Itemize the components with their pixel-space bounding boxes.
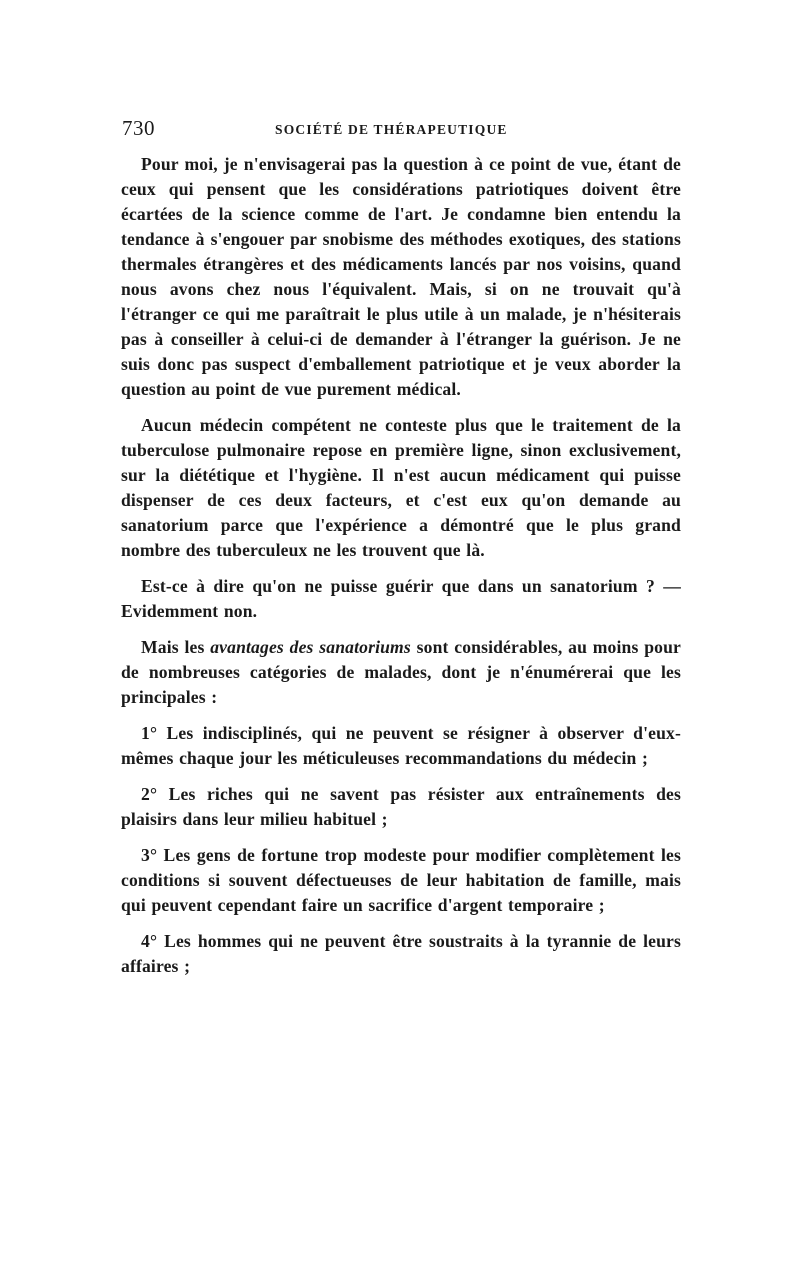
advantages-tail-text: sont considérables, au moins pour de nombreuses catégories de malades, dont je n'énumérerai que les principales : [121, 637, 681, 707]
paragraph-patriotism: Pour moi, je n'envisagerai pas la question à ce point de vue, étant de ceux qui pensent que les considérations patriotiques doivent être écartées de la science comme de l'art. Je condamne bien entendu la tendance à s'engouer par snobisme des méthodes exotiques, des stations thermales étrangères et des médicaments lancés par nos voisins, quand nous avons chez nous l'équivalent. Mais, si on ne trouvait qu'à l'étranger ce qui me paraîtrait le plus utile à un malade, je n'hésiterais pas à conseiller à celui-ci de demander à l'étranger la guérison. Je ne suis donc pas suspect d'emballement patriotique et je veux aborder la question au point de vue purement médical. [121, 154, 681, 399]
advantages-lead-text: Mais les [141, 637, 211, 657]
paragraph-treatment: Aucun médecin compétent ne conteste plus que le traitement de la tuberculose pulmonaire repose en première ligne, sinon exclusivement, sur la diététique et l'hygiène. Il n'est aucun médicament qui puisse dispenser de ces deux facteurs, et c'est eux qu'on demande au sanatorium parce que l'expérience a démontré que le plus grand nombre des tuberculeux ne les trouvent que là. [121, 415, 681, 560]
body-text [121, 152, 681, 979]
paragraph-question: Est-ce à dire qu'on ne puisse guérir que dans un sanatorium ? — Evidemment non. [121, 576, 681, 621]
list-item-rich: 2° Les riches qui ne savent pas résister aux entraînements des plaisirs dans leur milieu habituel ; [121, 784, 681, 829]
list-item-business-men: 4° Les hommes qui ne peuvent être soustraits à la tyrannie de leurs affaires ; [121, 931, 681, 976]
list-item-indisciplined: 1° Les indisciplinés, qui ne peuvent se résigner à observer d'eux-mêmes chaque jour les méticuleuses recommandations du médecin ; [121, 723, 681, 768]
running-head [122, 116, 682, 142]
list-item-modest-fortune: 3° Les gens de fortune trop modeste pour modifier complètement les conditions si souvent défectueuses de leur habitation de famille, mais qui peuvent cependant faire un sacrifice d'argent temporaire ; [121, 845, 681, 915]
page-number: 730 [122, 116, 155, 140]
paragraph-advantages [121, 635, 681, 710]
advantages-emphasis: avantages des sanatoriums [210, 637, 411, 657]
running-title: SOCIÉTÉ DE THÉRAPEUTIQUE [275, 122, 508, 137]
